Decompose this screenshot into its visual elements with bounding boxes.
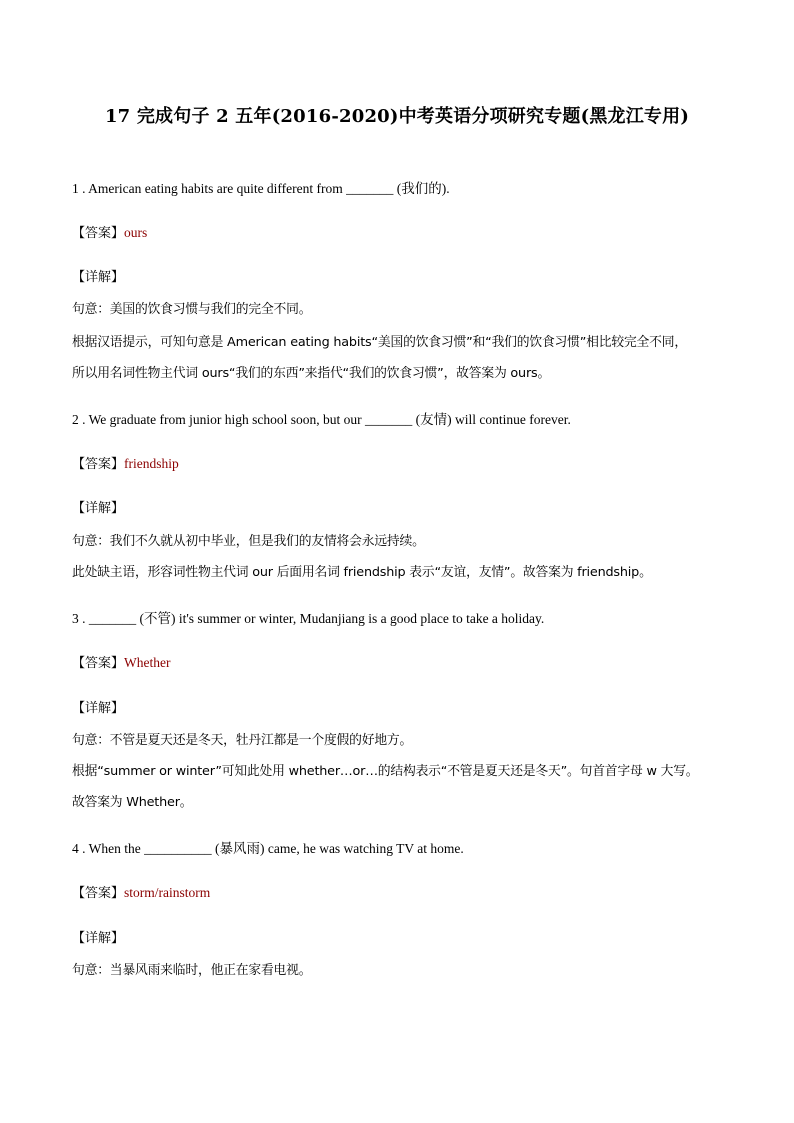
question-3-explanation-line: 故答案为 Whether。 (72, 795, 193, 810)
answer-value: ours (124, 225, 148, 240)
answer-value: storm/rainstorm (124, 885, 211, 900)
question-2-explanation-line: 此处缺主语，形容词性物主代词 our 后面用名词 friendship 表示“友谊，友情”。故答案为 friendship。 (72, 565, 652, 580)
answer-value: friendship (124, 456, 179, 471)
question-4-explanation-line: 句意：当暴风雨来临时，他正在家看电视。 (72, 963, 312, 978)
answer-value: Whether (124, 655, 171, 670)
answer-label: 【答案】 (72, 886, 125, 901)
question-3-explanation-line: 句意：不管是夏天还是冬天，牡丹江都是一个度假的好地方。 (72, 733, 413, 748)
question-1-explanation-line: 所以用名词性物主代词 ours“我们的东西”来指代“我们的饮食习惯”，故答案为 ours。 (72, 366, 551, 381)
question-1-explanation-line: 句意：美国的饮食习惯与我们的完全不同。 (72, 302, 312, 317)
question-1-explanation-line: 根据汉语提示，可知句意是 American eating habits“美国的饮食习惯”和“我们的饮食习惯”相比较完全不同， (72, 335, 687, 350)
question-1-answer (72, 222, 147, 241)
question-3-detail-label: 【详解】 (72, 701, 125, 716)
question-1-stem: 1 . American eating habits are quite different from _______ (我们的). (72, 181, 450, 196)
question-2-detail-label: 【详解】 (72, 501, 125, 516)
question-2-explanation-line: 句意：我们不久就从初中毕业，但是我们的友情将会永远持续。 (72, 534, 425, 549)
question-4-stem: 4 . When the __________ (暴风雨) came, he was watching TV at home. (72, 841, 464, 856)
question-3-explanation-line: 根据“summer or winter”可知此处用 whether…or…的结构表示“不管是夏天还是冬天”。句首首字母 w 大写。 (72, 764, 699, 779)
document-title: 17 完成句子 2 五年(2016-2020)中考英语分项研究专题(黑龙江专用) (104, 106, 690, 127)
question-2-stem: 2 . We graduate from junior high school soon, but our _______ (友情) will continue forever. (72, 412, 571, 427)
answer-label: 【答案】 (72, 457, 125, 472)
question-1-detail-label: 【详解】 (72, 270, 125, 285)
question-3-answer (72, 652, 171, 671)
answer-label: 【答案】 (72, 656, 125, 671)
question-2-answer (72, 453, 179, 472)
question-4-detail-label: 【详解】 (72, 931, 125, 946)
question-4-answer (72, 882, 210, 901)
question-3-stem: 3 . _______ (不管) it's summer or winter, Mudanjiang is a good place to take a holiday. (72, 611, 545, 626)
answer-label: 【答案】 (72, 226, 125, 241)
